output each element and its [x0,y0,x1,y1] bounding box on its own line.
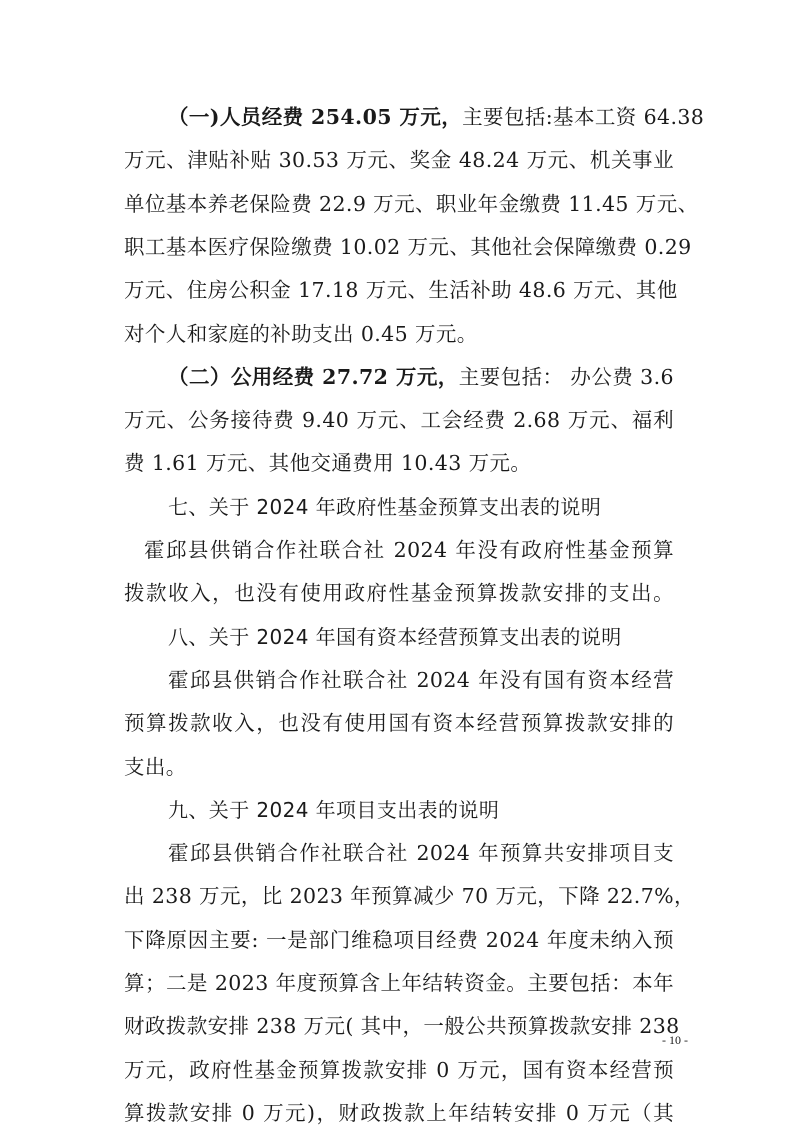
paragraph-personnel-line-2: 万元、津贴补贴 30.53 万元、奖金 48.24 万元、机关事业 [124,148,674,173]
paragraph-gov-fund-line-1: 霍邱县供销合作社联合社 2024 年没有政府性基金预算 [144,538,674,562]
paragraph-project-line-3: 下降原因主要: 一是部门维稳项目经费 2024 年度未纳入预 [124,927,674,952]
section-heading-7: 七、关于 2024 年政府性基金预算支出表的说明 [168,494,602,519]
paragraph-public-line-2: 万元、公务接待费 9.40 万元、工会经费 2.68 万元、福利 [124,408,674,433]
paragraph-personnel-line-3: 单位基本养老保险费 22.9 万元、职业年金缴费 11.45 万元、 [124,191,699,216]
section-heading-8: 八、关于 2024 年国有资本经营预算支出表的说明 [168,624,622,649]
paragraph-gov-fund-line-2: 拨款收入，也没有使用政府性基金预算拨款安排的支出。 [124,581,674,606]
paragraph-project-line-7: 算拨款安排 0 万元)，财政拨款上年结转安排 0 万元（其 [124,1100,674,1125]
paragraph-state-capital-line-2: 预算拨款收入，也没有使用国有资本经营预算拨款安排的 [124,711,674,736]
paragraph-project-line-2: 出 238 万元，比 2023 年预算减少 70 万元，下降 22.7%， [124,884,695,909]
paragraph-state-capital-line-3: 支出。 [124,754,187,779]
paragraph-personnel-line-5: 万元、住房公积金 17.18 万元、生活补助 48.6 万元、其他 [124,278,678,303]
paragraph-project-line-4: 算；二是 2023 年度预算含上年结转资金。主要包括：本年 [124,971,674,995]
paragraph-personnel-line-6: 对个人和家庭的补助支出 0.45 万元。 [124,321,478,346]
page-number: - 10 - [662,1033,688,1047]
section-heading-9: 九、关于 2024 年项目支出表的说明 [168,797,500,822]
personnel-expense-lead: （一)人员经费 254.05 万元， [168,105,463,129]
paragraph-personnel-line-1: （一)人员经费 254.05 万元，主要包括:基本工资 64.38 [168,105,705,129]
paragraph-public-line-3: 费 1.61 万元、其他交通费用 10.43 万元。 [124,451,532,476]
paragraph-public-line-1: （二）公用经费 27.72 万元，主要包括： 办公费 3.6 [168,364,674,389]
paragraph-state-capital-line-1: 霍邱县供销合作社联合社 2024 年没有国有资本经营 [168,667,674,692]
paragraph-project-line-1: 霍邱县供销合作社联合社 2024 年预算共安排项目支 [168,841,674,866]
paragraph-project-line-6: 万元，政府性基金预算拨款安排 0 万元，国有资本经营预 [124,1057,674,1082]
paragraph-project-line-5: 财政拨款安排 238 万元( 其中，一般公共预算拨款安排 238 [124,1014,680,1039]
paragraph-personnel-line-4: 职工基本医疗保险缴费 10.02 万元、其他社会保障缴费 0.29 [124,234,692,259]
public-expense-lead: （二）公用经费 27.72 万元， [168,364,459,389]
